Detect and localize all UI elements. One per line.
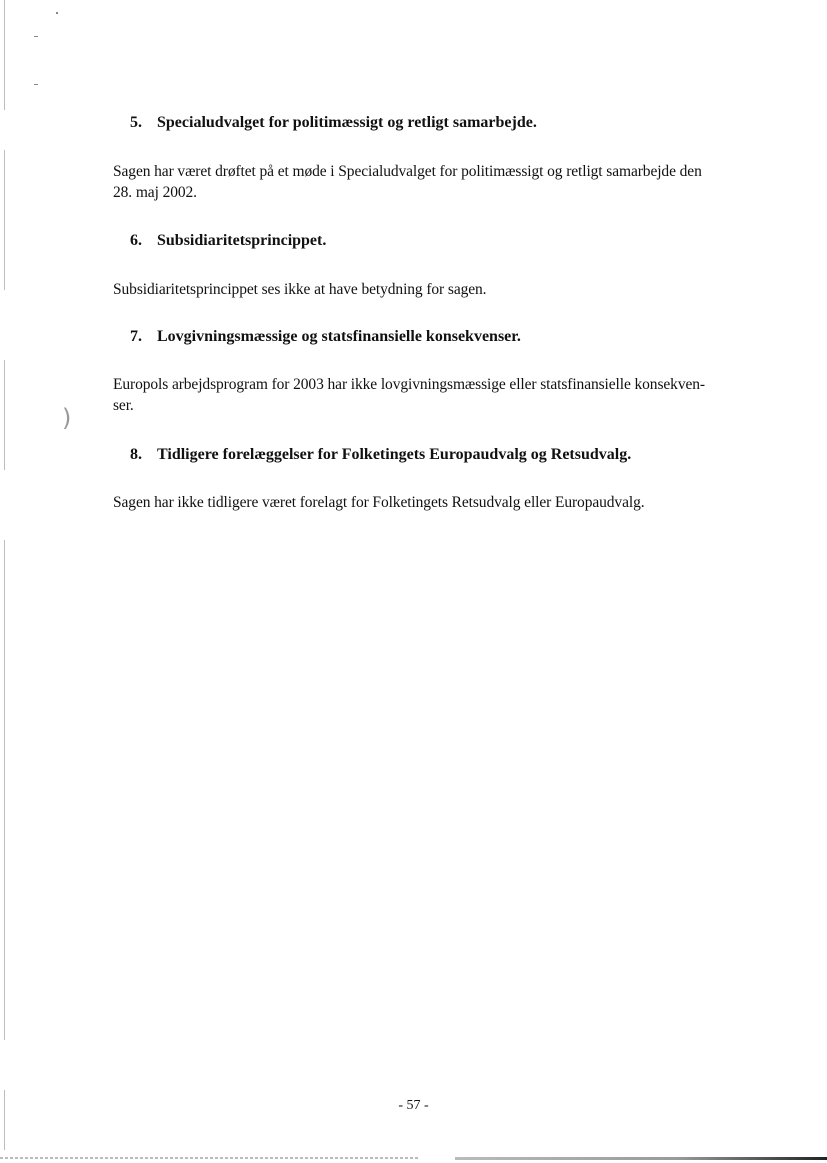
body-line: ser. xyxy=(113,397,134,414)
body-line: Subsidiaritetsprincippet ses ikke at have betydning for sagen. xyxy=(113,281,487,298)
section-heading-7 xyxy=(130,327,521,347)
page-number: - 57 - xyxy=(398,1098,429,1113)
body-line: Sagen har været drøftet på et møde i Specialudvalget for politimæssigt og retligt samarbejde den xyxy=(113,163,702,180)
body-line: Sagen har ikke tidligere været forelagt for Folketingets Retsudvalg eller Europaudvalg. xyxy=(113,494,645,511)
section-title: Tidligere forelæggelser for Folketingets Europaudvalg og Retsudvalg. xyxy=(157,446,632,463)
scan-edge-line xyxy=(4,150,5,290)
section-body-6 xyxy=(113,279,763,300)
section-body-8 xyxy=(113,492,763,513)
body-line: 28. maj 2002. xyxy=(113,184,197,201)
body-line: Europols arbejdsprogram for 2003 har ikke lovgivningsmæssige eller statsfinansielle konsekven- xyxy=(113,376,705,393)
section-title: Lovgivningsmæssige og statsfinansielle konsekvenser. xyxy=(157,328,521,345)
section-body-5 xyxy=(113,161,763,203)
section-body-7 xyxy=(113,374,763,416)
scan-speck xyxy=(34,84,38,85)
scan-bottom-edge xyxy=(0,1157,420,1159)
scan-speck xyxy=(56,12,58,14)
section-title: Specialudvalget for politimæssigt og retligt samarbejde. xyxy=(157,114,537,131)
section-heading-5 xyxy=(130,113,537,133)
scan-bottom-edge xyxy=(455,1157,827,1160)
section-title: Subsidiaritetsprincippet. xyxy=(157,232,327,249)
scan-edge-line xyxy=(4,0,5,110)
scan-mark: ) xyxy=(62,404,72,432)
section-number: 7. xyxy=(130,328,142,345)
section-heading-8 xyxy=(130,445,631,465)
scan-edge-line xyxy=(4,360,5,470)
section-heading-6 xyxy=(130,231,326,251)
scan-edge-line xyxy=(4,540,5,1040)
section-number: 5. xyxy=(130,114,142,131)
section-number: 8. xyxy=(130,446,142,463)
section-number: 6. xyxy=(130,232,142,249)
scan-speck xyxy=(34,36,38,37)
